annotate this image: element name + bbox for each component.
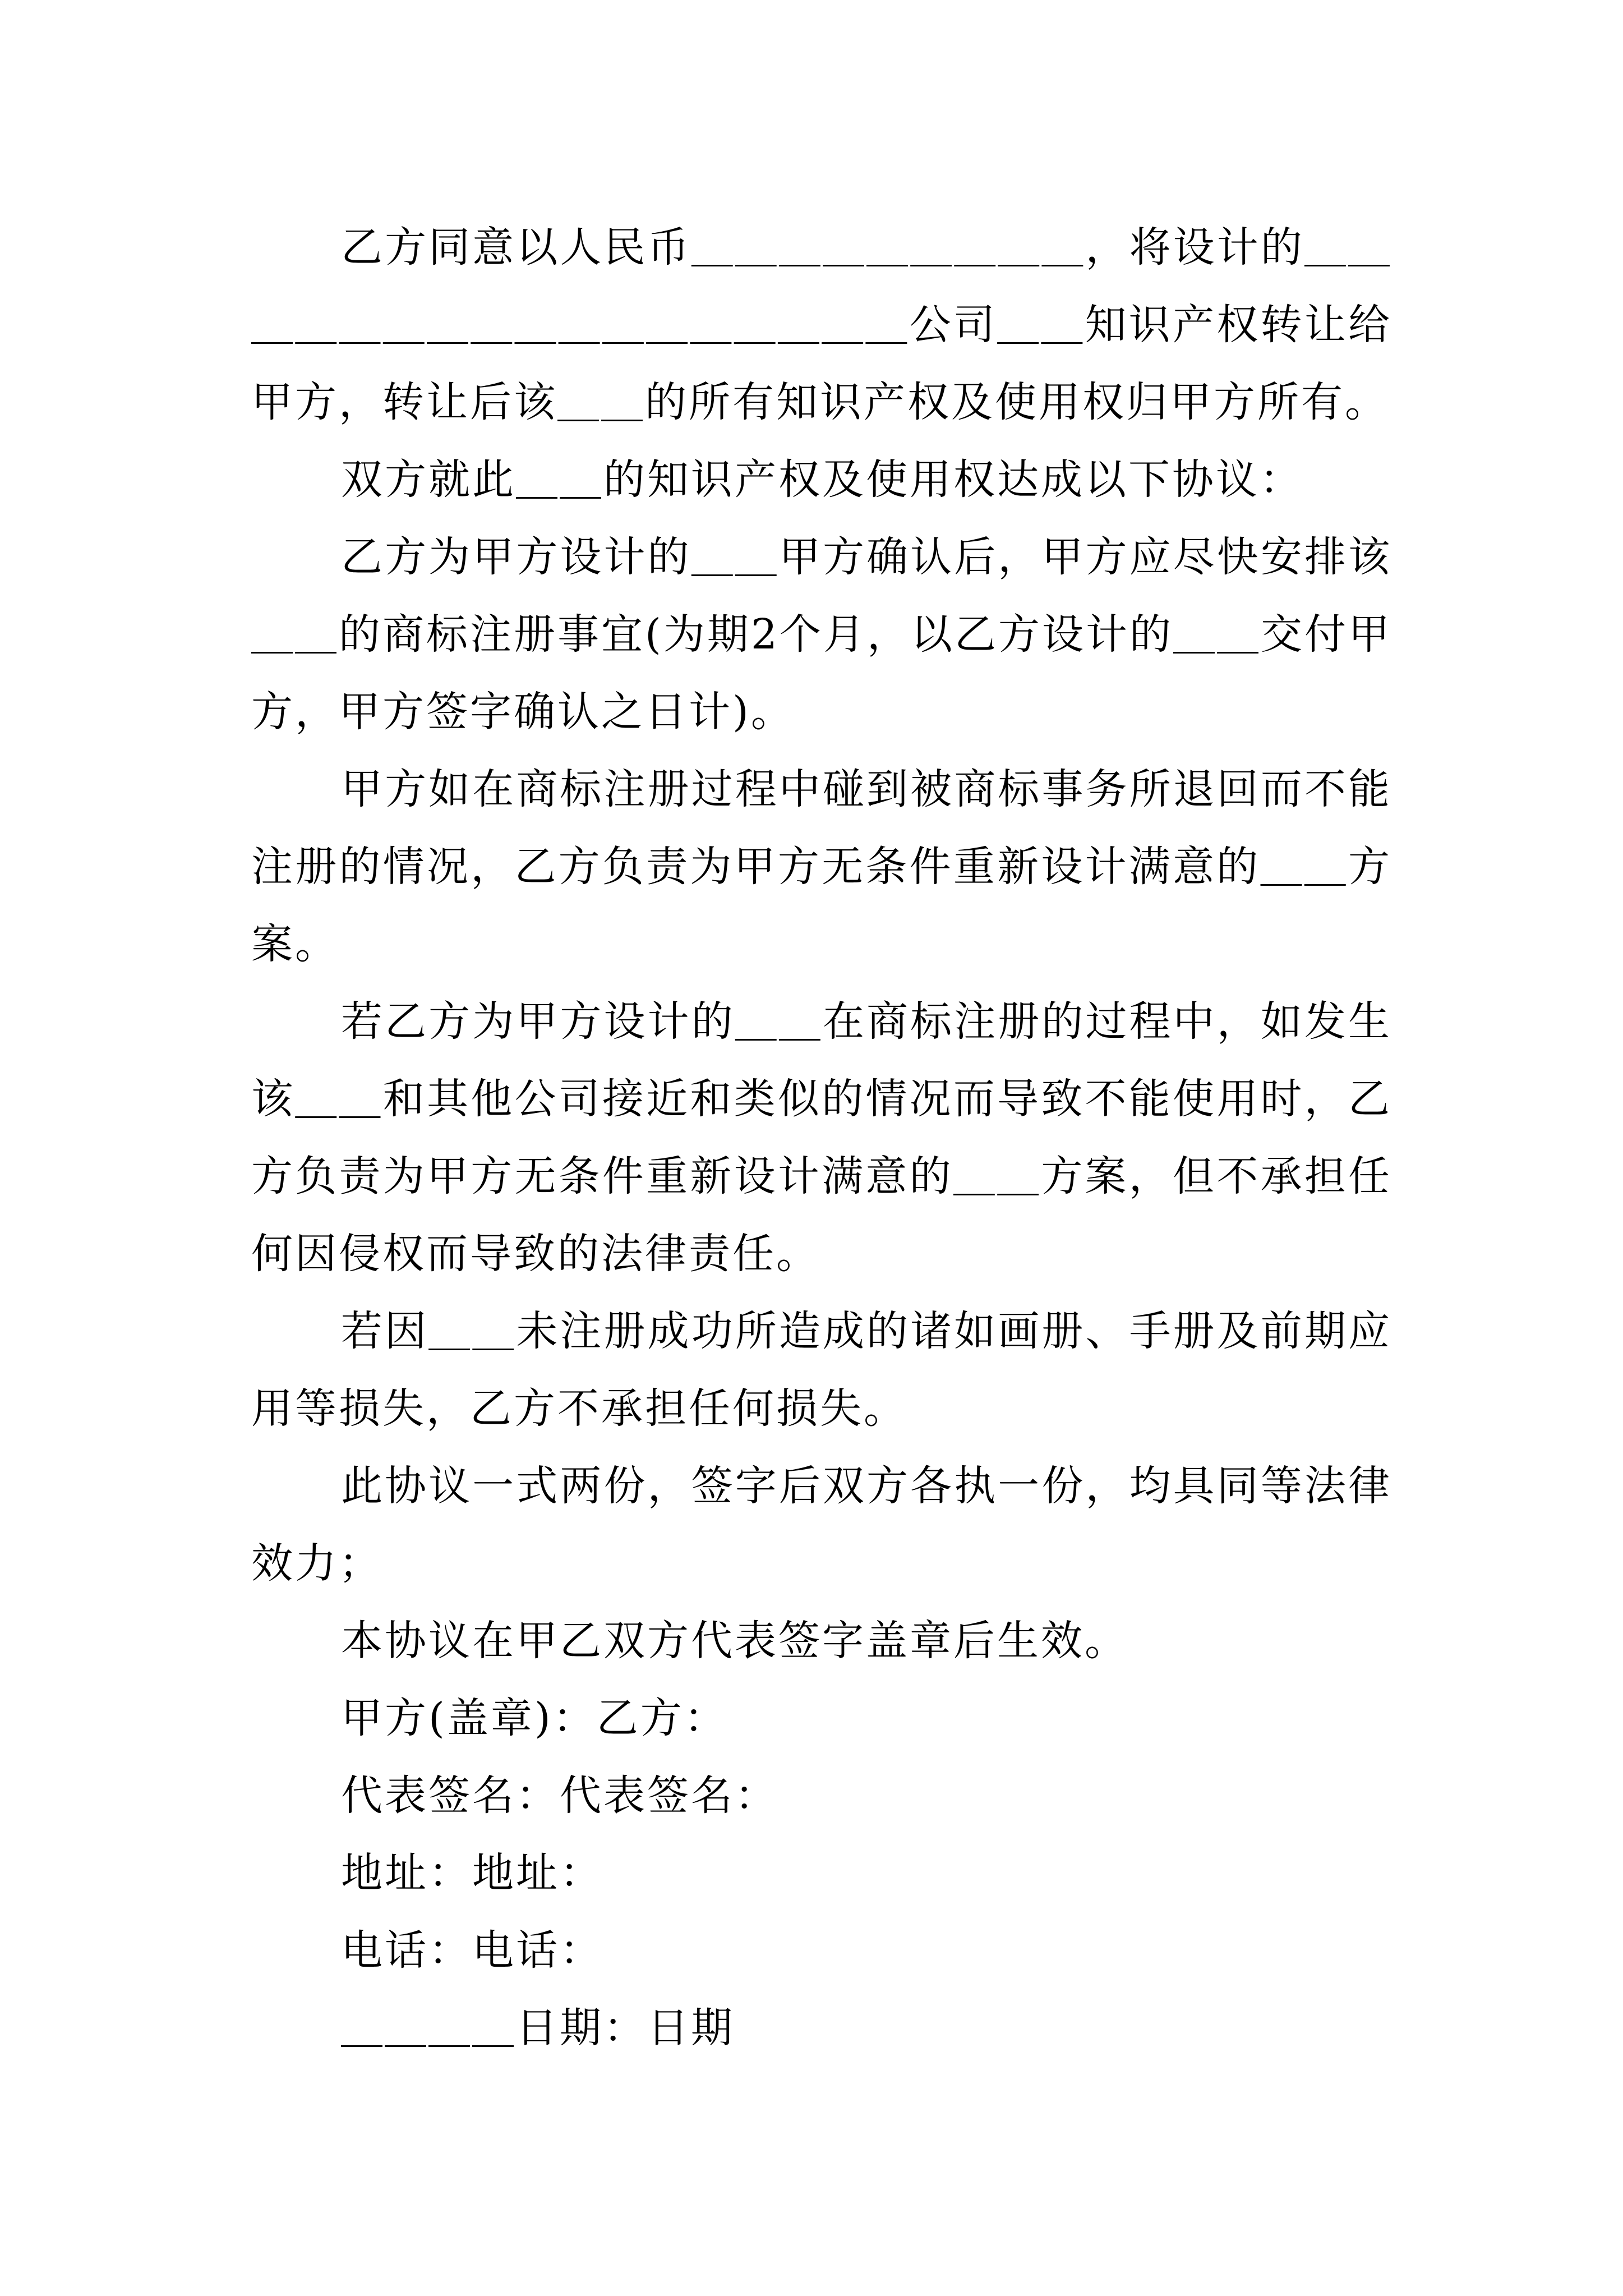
signature-representative-line: 代表签名：代表签名： [341, 1772, 778, 1820]
paragraph-loss-disclaimer: 若因＿＿未注册成功所造成的诸如画册、手册及前期应用等损失，乙方不承担任何损失。 [251, 1307, 1392, 1433]
paragraph-similar-conflict: 若乙方为甲方设计的＿＿在商标注册的过程中，如发生该＿＿和其他公司接近和类似的情况而导致不能使用时，乙方负责为甲方无条件重新设计满意的＿＿方案，但不承担任何因侵权而导致的法律责任。 [251, 997, 1392, 1278]
signature-phone-line: 电话：电话： [341, 1926, 603, 1975]
paragraph-copies: 此协议一式两份，签字后双方各执一份，均具同等法律效力； [251, 1462, 1392, 1588]
signature-address-line: 地址：地址： [341, 1849, 603, 1897]
paragraph-agreement-intro: 双方就此＿＿的知识产权及使用权达成以下协议： [341, 455, 1303, 504]
signature-date-line: ＿＿＿＿日期：日期 [341, 2004, 735, 2052]
paragraph-rejected-registration: 甲方如在商标注册过程中碰到被商标事务所退回而不能注册的情况，乙方负责为甲方无条件重新设计满意的＿＿方案。 [251, 765, 1392, 968]
agreement-body [251, 209, 1392, 2067]
paragraph-transfer-price: 乙方同意以人民币＿＿＿＿＿＿＿＿＿，将设计的＿＿＿＿＿＿＿＿＿＿＿＿＿＿＿＿＿公司＿＿知识产权转让给甲方，转让后该＿＿的所有知识产权及使用权归甲方所有。 [251, 223, 1392, 426]
paragraph-effective: 本协议在甲乙双方代表签字盖章后生效。 [341, 1617, 1128, 1665]
paragraph-trademark-registration: 乙方为甲方设计的＿＿甲方确认后，甲方应尽快安排该＿＿的商标注册事宜(为期2个月，以乙方设计的＿＿交付甲方，甲方签字确认之日计)。 [251, 533, 1392, 736]
signature-seal-line: 甲方(盖章)：乙方： [341, 1694, 728, 1742]
